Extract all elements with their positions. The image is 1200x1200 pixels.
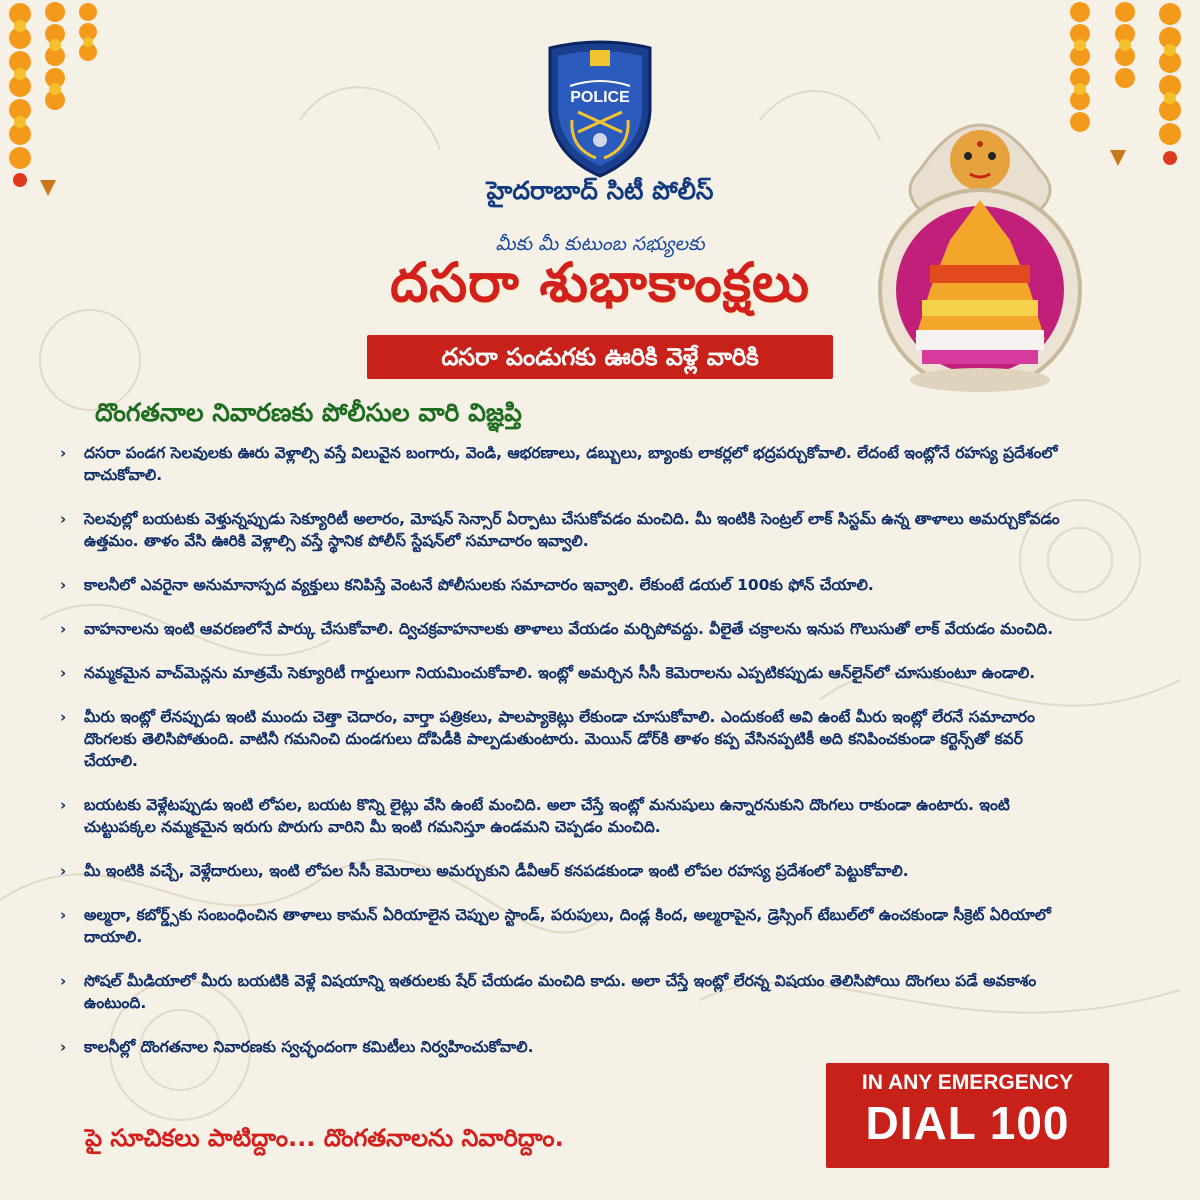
goddess-bathukamma-illustration <box>860 60 1100 420</box>
emergency-label: IN ANY EMERGENCY <box>861 1071 1074 1094</box>
list-item: › కాలనీలో ఎవరైనా అనుమానాస్పద వ్యక్తులు కనిపిస్తే వెంటనే పోలీసులకు సమాచారం ఇవ్వాలి. లేకుంటే డయల్ 100కు ఫోన్ చేయాలి. <box>60 576 874 594</box>
greeting-subtitle: మీకు మీ కుటుంబ సభ్యులకు <box>495 233 705 255</box>
chevron-right-icon: › <box>60 664 67 682</box>
chevron-right-icon: › <box>60 796 67 814</box>
closing-slogan: పై సూచికలు పాటిద్దాం... దొంగతనాలను నివారిద్దాం. <box>85 1124 564 1152</box>
list-item: › వాహనాలను ఇంటి ఆవరణలోనే పార్కు చేసుకోవాలి. ద్విచక్రవాహనాలకు తాళాలు వేయడం మర్చిపోవద్దు. వీలైతే చక్రాలను ఇనుప గొలుసుతో లాక్ వేయడం మంచిది. <box>60 620 1054 638</box>
section-title: దొంగతనాల నివారణకు పోలీసుల వారి విజ్ఞప్తి <box>95 398 522 427</box>
greeting-title: దసరా శుభాకాంక్షలు <box>390 251 810 314</box>
list-item: › మీ ఇంటికి వచ్చే, వెళ్లేదారులు, ఇంటి లోపల సీసీ కెమెరాలు అమర్చుకుని డీవీఆర్ కనపడకుండా ఇంటి లోపల రహస్య ప్రదేశంలో పెట్టుకోవాలి. <box>60 862 909 880</box>
emergency-number: DIAL 100 <box>865 1097 1070 1149</box>
chevron-right-icon: › <box>60 576 67 594</box>
chevron-right-icon: › <box>60 862 67 880</box>
organization-name: హైదరాబాద్ సిటీ పోలీస్ <box>486 176 714 205</box>
chevron-right-icon: › <box>60 620 67 638</box>
list-item: › బయటకు వెళ్లేటప్పుడు ఇంటి లోపల, బయట కొన్ని లైట్లు వేసి ఉంటే మంచిది. అలా చేస్తే ఇంట్లో మనుషులు ఉన్నారనుకుని దొంగలు రాకుండా ఉంటారు. ఇంటి చుట్టుపక్కల నమ్మకమైన ఇరుగు పొరుగు వారిని మీ ఇంటి గమనిస్తూ ఉండమని చెప్పడం మంచిది. <box>60 796 1010 836</box>
tips-list <box>60 442 1140 1080</box>
chevron-right-icon: › <box>60 708 67 726</box>
list-item: › నమ్మకమైన వాచ్‌మెన్లను మాత్రమే సెక్యూరిటీ గార్డులుగా నియమించుకోవాలి. ఇంట్లో అమర్చిన సీసీ కెమెరాలను ఎప్పటికప్పుడు ఆన్‌లైన్‌లో చూసుకుంటూ ఉండాలి. <box>60 664 1036 682</box>
list-item: › మీరు ఇంట్లో లేనప్పుడు ఇంటి ముందు చెత్తా చెదారం, వార్తా పత్రికలు, పాలప్యాకెట్లు లేకుండా చూసుకోవాలి. ఎందుకంటే అవి ఉంటే మీరు ఇంట్లో లేరనే సమాచారం దొంగలకు తెలిసిపోతుంది. వాటినీ గమనించి దుండగులు దోపిడీకి పాల్పడుతుంటారు. మెయిన్ డోర్‌కి తాళం కప్ప వేసినప్పటికీ అది కనిపించకుండా కర్టెన్స్‌తో కవర్ చేయాలి. <box>60 708 1035 770</box>
hyderabad-police-logo <box>540 40 660 180</box>
chevron-right-icon: › <box>60 444 67 462</box>
emergency-box <box>826 1063 1109 1168</box>
list-item: › సెలవుల్లో బయటకు వెళ్తున్నప్పుడు సెక్యూరిటీ అలారం, మోషన్ సెన్సార్ ఏర్పాటు చేసుకోవడం మంచిది. మీ ఇంటికి సెంట్రల్ లాక్ సిస్టమ్ ఉన్న తాళాలు అమర్చుకోవడం ఉత్తమం. తాళం వేసి ఊరికి వెళ్లాల్సి వస్తే స్థానిక పోలీస్ స్టేషన్‌లో సమాచారం ఇవ్వాలి. <box>60 510 1060 550</box>
svg-text:POLICE: POLICE <box>570 89 630 106</box>
chevron-right-icon: › <box>60 906 67 924</box>
travel-banner: దసరా పండుగకు ఊరికి వెళ్లే వారికి <box>367 335 833 379</box>
list-item: › కాలనీల్లో దొంగతనాల నివారణకు స్వచ్ఛందంగా కమిటీలు నిర్వహించుకోవాలి. <box>60 1038 534 1056</box>
chevron-right-icon: › <box>60 1038 67 1056</box>
list-item: › దసరా పండగ సెలవులకు ఊరు వెళ్లాల్సి వస్తే విలువైన బంగారు, వెండి, ఆభరణాలు, డబ్బులు, బ్యాంకు లాకర్లలో భద్రపర్చుకోవాలి. లేదంటే ఇంట్లోనే రహస్య ప్రదేశంలో దాచుకోవాలి. <box>60 444 1058 484</box>
list-item: › సోషల్ మీడియాలో మీరు బయటికి వెళ్లే విషయాన్ని ఇతరులకు షేర్ చేయడం మంచిది కాదు. అలా చేస్తే ఇంట్లో లేరన్న విషయం తెలిసిపోయి దొంగలు పడే అవకాశం ఉంటుంది. <box>60 972 1037 1012</box>
list-item: › అల్మరా, కబోర్డ్స్‌కు సంబంధించిన తాళాలు కామన్ ఏరియాలైన చెప్పుల స్టాండ్, పరుపులు, దిండ్ల కింద, అల్మరాపైన, డ్రెస్సింగ్ టేబుల్‌లో ఉంచకుండా సీక్రెట్ ఏరియాలో దాయాలి. <box>60 906 1051 946</box>
chevron-right-icon: › <box>60 510 67 528</box>
chevron-right-icon: › <box>60 972 67 990</box>
